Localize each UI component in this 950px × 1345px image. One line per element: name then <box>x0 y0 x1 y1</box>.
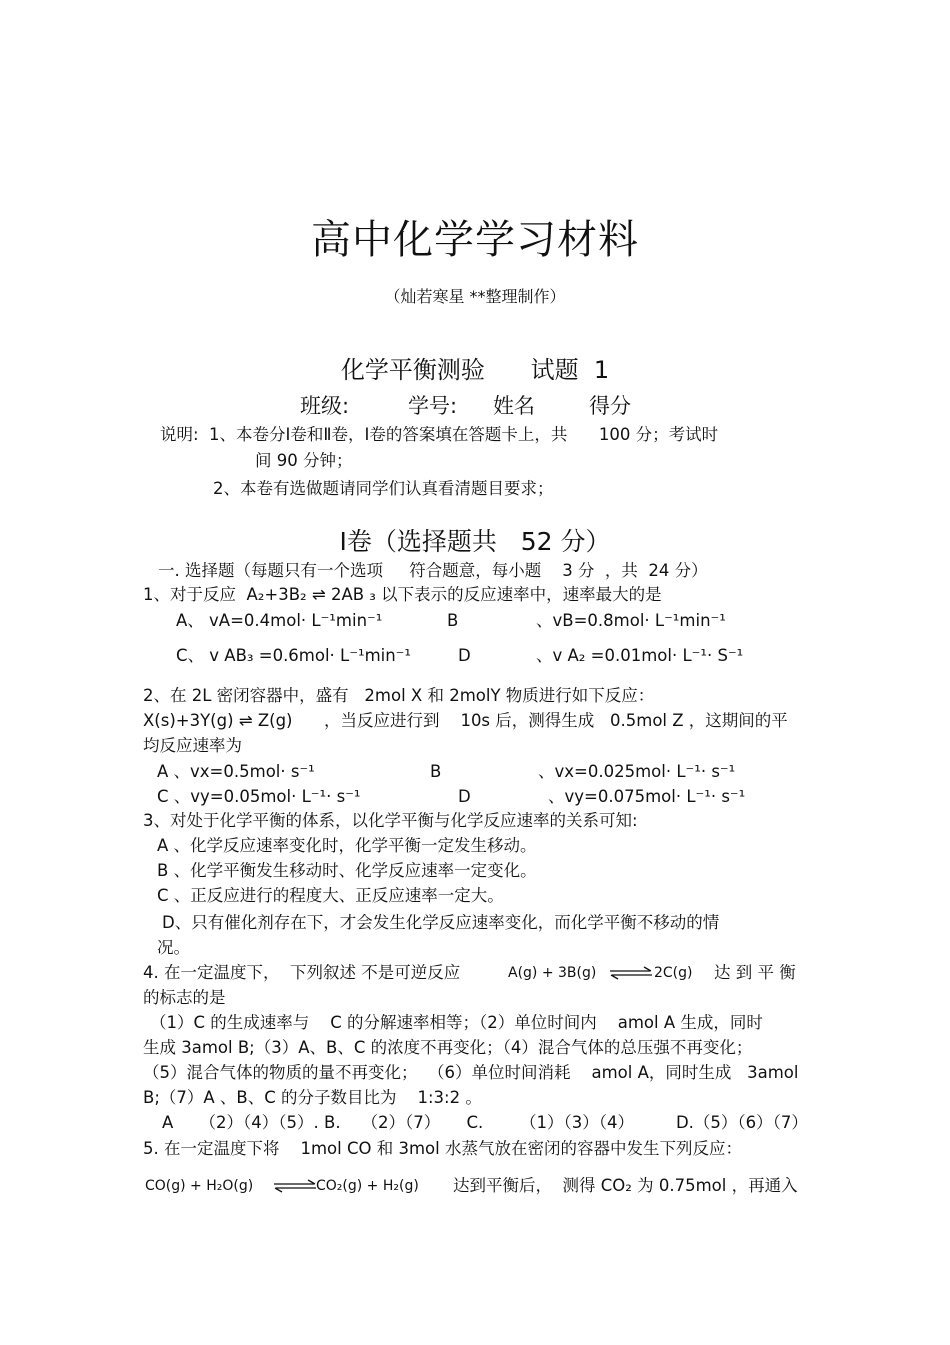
subtitle: （灿若寒星 **整理制作） <box>384 287 566 306</box>
q3-option-a: A 、化学反应速率变化时，化学平衡一定发生移动。 <box>157 836 537 855</box>
q1-option-b: 、vB=0.8mol· L⁻¹min⁻¹ <box>536 611 726 630</box>
q5-stem: 5. 在一定温度下将 1mol CO 和 3mol 水蒸气放在密闭的容器中发生下列反应： <box>143 1139 742 1158</box>
q1-option-d: 、v A₂ =0.01mol· L⁻¹· S⁻¹ <box>536 646 744 665</box>
q1-option-a: A、 vA=0.4mol· L⁻¹min⁻¹ <box>176 611 383 630</box>
q4-reaction-right: 2C(g) <box>654 965 693 981</box>
q1-option-b-letter: B <box>447 611 459 630</box>
q4-stem-post: 达 到 平 衡 <box>714 963 796 982</box>
q3-stem: 3、对处于化学平衡的体系，以化学平衡与化学反应速率的关系可知: <box>143 811 638 830</box>
q2-option-d: 、vy=0.075mol· L⁻¹· s⁻¹ <box>548 787 746 806</box>
q2-option-a: A 、vx=0.5mol· s⁻¹ <box>157 762 315 781</box>
test-title: 化学平衡测验 试题 1 <box>340 356 610 384</box>
q2-stem-1: 2、在 2L 密闭容器中，盛有 2mol X 和 2molY 物质进行如下反应： <box>143 686 655 705</box>
main-title: 高中化学学习材料 <box>311 217 639 263</box>
equilibrium-arrow-icon <box>272 1179 318 1193</box>
q4-line-5: （5）混合气体的物质的量不再变化； （6）单位时间消耗 amol A，同时生成 3amol <box>143 1063 799 1082</box>
name-label: 姓名 <box>493 394 535 418</box>
q2-option-b: 、vx=0.025mol· L⁻¹· s⁻¹ <box>538 762 736 781</box>
section-title: Ⅰ卷（选择题共 52 分） <box>339 527 611 556</box>
q5-tail: 达到平衡后， 测得 CO₂ 为 0.75mol ，再通入 <box>453 1176 798 1195</box>
q4-reaction-left: A(g) + 3B(g) <box>508 965 597 981</box>
notes-line-3: 2、本卷有选做题请同学们认真看清题目要求； <box>213 479 554 498</box>
student-info-row <box>300 390 631 420</box>
q3-option-d-2: 况。 <box>157 938 190 957</box>
number-label: 学号: <box>408 394 458 418</box>
q4-line-3: （1）C 的生成速率与 C 的分解速率相等；（2）单位时间内 amol A 生成，同时 <box>150 1013 763 1032</box>
q3-option-b: B 、化学平衡发生移动时、化学反应速率一定变化。 <box>157 861 537 880</box>
q4-line-4: 生成 3amol B;（3）A、B、C 的浓度不再变化；（4）混合气体的总压强不再变化； <box>143 1038 753 1057</box>
score-label: 得分 <box>589 394 631 418</box>
q1-stem: 1、对于反应 A₂+3B₂ ⇌ 2AB ₃ 以下表示的反应速率中，速率最大的是 <box>143 585 662 604</box>
q2-stem-2: X(s)+3Y(g) ⇌ Z(g) ，当反应进行到 10s 后，测得生成 0.5mol Z ，这期间的平 <box>143 711 788 730</box>
q4-line-6: B;（7）A 、B、C 的分子数目比为 1:3:2 。 <box>143 1088 482 1107</box>
class-label: 班级: <box>300 394 350 418</box>
equilibrium-arrow-icon <box>608 966 654 980</box>
q4-options: A （2）（4）（5）. B. （2）（7） C. （1）（3）（4） D.（5）（6）（7） <box>162 1113 808 1132</box>
q1-option-d-letter: D <box>458 646 471 665</box>
notes-line-2: 间 90 分钟； <box>255 451 353 470</box>
q3-option-c: C 、正反应进行的程度大、正反应速率一定大。 <box>157 886 504 905</box>
q2-option-b-letter: B <box>430 762 442 781</box>
q3-option-d-1: D、只有催化剂存在下，才会发生化学反应速率变化，而化学平衡不移动的情 <box>162 913 720 932</box>
notes-line-1: 说明: 1、本卷分Ⅰ卷和Ⅱ卷，Ⅰ卷的答案填在答题卡上，共 100 分；考试时 <box>160 425 719 444</box>
q2-stem-3: 均反应速率为 <box>143 736 242 755</box>
q4-stem-pre: 4. 在一定温度下， 下列叙述 不是可逆反应 <box>143 963 461 982</box>
section-instruction: 一. 选择题（每题只有一个选项 符合题意，每小题 3 分 ，共 24 分） <box>158 561 708 580</box>
q4-line-2: 的标志的是 <box>143 988 226 1007</box>
q1-option-c: C、 v AB₃ =0.6mol· L⁻¹min⁻¹ <box>176 646 412 665</box>
q5-reaction-right: CO₂(g) + H₂(g) <box>316 1178 419 1194</box>
q2-option-d-letter: D <box>458 787 471 806</box>
q2-option-c: C 、vy=0.05mol· L⁻¹· s⁻¹ <box>157 787 361 806</box>
q5-reaction-left: CO(g) + H₂O(g) <box>145 1178 254 1194</box>
